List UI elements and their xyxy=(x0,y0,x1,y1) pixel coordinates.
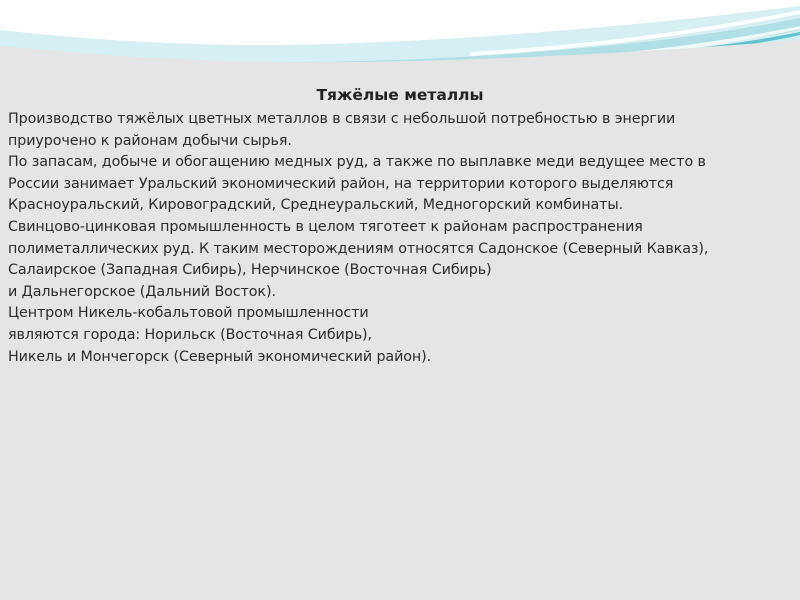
body-line: России занимает Уральский экономический район, на территории которого выделяются xyxy=(8,175,674,192)
body-line: приурочено к районам добычи сырья. xyxy=(8,132,292,149)
slide-title: Тяжёлые металлы xyxy=(316,86,484,104)
body-line: Салаирское (Западная Сибирь), Нерчинское (Восточная Сибирь) xyxy=(8,262,492,279)
body-line: Никель и Мончегорск (Северный экономический район). xyxy=(8,348,432,365)
body-line: Производство тяжёлых цветных металлов в связи с небольшой потребностью в энергии xyxy=(8,111,676,127)
body-line: Красноуральский, Кировоградский, Среднеуральский, Медногорский комбинаты. xyxy=(8,197,624,214)
slide-body xyxy=(8,109,792,368)
body-line: По запасам, добыче и обогащению медных руд, а также по выплавке меди ведущее место в xyxy=(8,154,706,171)
body-line: и Дальнегорское (Дальний Восток). xyxy=(8,283,276,300)
header-wave-decoration xyxy=(0,0,800,80)
body-line: Центром Никель-кобальтовой промышленности xyxy=(8,305,369,322)
slide-content xyxy=(8,84,792,368)
body-line: Свинцово-цинковая промышленность в целом тяготеет к районам распространения xyxy=(8,218,643,235)
body-line: полиметаллических руд. К таким месторождениям относятся Садонское (Северный Кавказ), xyxy=(8,240,709,257)
body-line: являются города: Норильск (Восточная Сибирь), xyxy=(8,326,372,343)
